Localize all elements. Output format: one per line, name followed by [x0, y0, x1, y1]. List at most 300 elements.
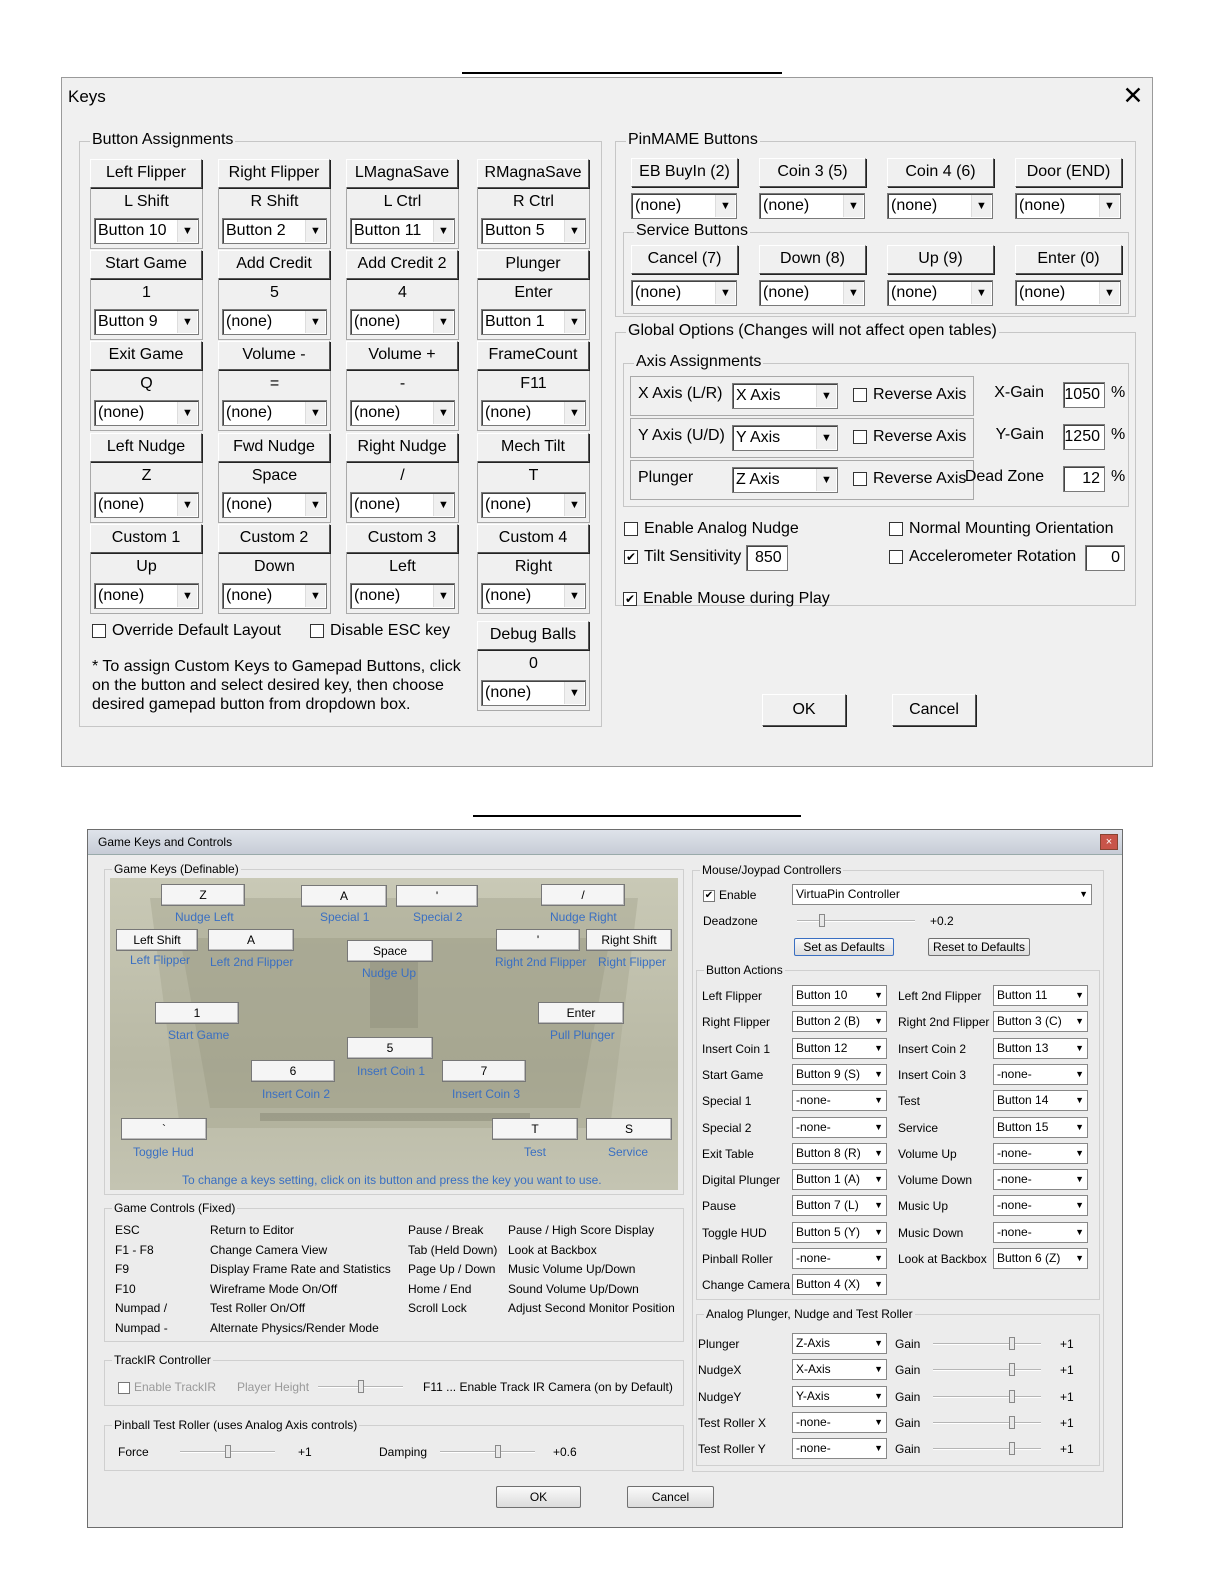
slider-thumb[interactable]: [1009, 1442, 1015, 1455]
player-height-slider[interactable]: [318, 1386, 403, 1388]
gain-label: Gain: [895, 1415, 921, 1430]
gain-label: Dead Zone: [964, 468, 1044, 485]
pinmame-combo[interactable]: [631, 193, 737, 219]
mouse-enable-checkbox[interactable]: [703, 888, 756, 902]
button-action-select[interactable]: [792, 985, 887, 1006]
combo-value: Button 3 (C): [997, 1014, 1062, 1029]
cancel-button[interactable]: Cancel: [892, 694, 976, 726]
reverse-axis-checkbox[interactable]: [853, 428, 966, 446]
checkbox-icon: [853, 388, 867, 402]
gain-slider[interactable]: [933, 1422, 1041, 1424]
axis-combo[interactable]: [732, 425, 838, 451]
key-cell: [346, 251, 459, 340]
gain-field[interactable]: 12: [1063, 466, 1105, 492]
gamepad-button-combo[interactable]: [94, 218, 199, 244]
button-action-select[interactable]: [792, 1143, 887, 1164]
reverse-axis-label: Reverse Axis: [873, 470, 967, 487]
key-assign-button[interactable]: Custom 3: [346, 524, 458, 553]
key-label: Right: [514, 558, 553, 575]
button-action-select[interactable]: [993, 1090, 1088, 1111]
game-key-button[interactable]: Enter: [538, 1002, 624, 1024]
key-cell: [477, 251, 590, 340]
key-assign-button[interactable]: Right Flipper: [218, 159, 330, 188]
chevron-down-icon: ▼: [564, 220, 584, 242]
key-label: Down: [254, 558, 295, 575]
reverse-axis-checkbox[interactable]: [853, 386, 966, 404]
key-cell: [218, 251, 331, 340]
pinmame-combo[interactable]: [759, 280, 865, 306]
player-height-label: Player Height: [237, 1380, 310, 1394]
deadzone-value: +0.2: [930, 914, 954, 928]
axis-label: Y Axis (U/D): [638, 427, 725, 444]
fixed-action: Alternate Physics/Render Mode: [210, 1320, 379, 1335]
key-label: 5: [270, 284, 279, 301]
chevron-down-icon: ▼: [177, 494, 197, 516]
fixed-action: Music Volume Up/Down: [508, 1262, 636, 1276]
pinmame-buttons-group: [615, 131, 1136, 317]
slider-thumb[interactable]: [358, 1380, 364, 1393]
button-action-label: Insert Coin 3: [898, 1067, 967, 1082]
chevron-down-icon: ▼: [816, 427, 836, 449]
close-icon[interactable]: ×: [1100, 834, 1118, 850]
key-cell: [218, 525, 331, 614]
chevron-down-icon: ▼: [564, 402, 584, 424]
gamepad-button-combo[interactable]: [94, 492, 199, 518]
gamepad-button-combo[interactable]: [350, 309, 455, 335]
button-action-label: Look at Backbox: [898, 1252, 987, 1266]
ok-button[interactable]: OK: [762, 694, 846, 726]
combo-value: -none-: [997, 1066, 1032, 1081]
combo-value: Button 6 (Z): [997, 1251, 1061, 1265]
fixed-key: Numpad /: [115, 1301, 168, 1315]
key-cell: [90, 251, 203, 340]
button-action-label: Pinball Roller: [702, 1252, 773, 1266]
combo-value: (none): [354, 404, 401, 421]
pinmame-combo[interactable]: [887, 193, 993, 219]
game-key-action-label: Special 1: [320, 910, 370, 924]
combo-value: -none-: [796, 1119, 831, 1134]
key-assign-button[interactable]: Volume -: [218, 341, 330, 370]
key-assign-button[interactable]: Left Nudge: [90, 433, 202, 462]
slider-thumb[interactable]: [1009, 1390, 1015, 1403]
override-default-layout-checkbox[interactable]: [92, 622, 281, 640]
button-action-label: Test: [898, 1094, 921, 1109]
damping-slider[interactable]: [440, 1451, 535, 1453]
override-default-layout-label: Override Default Layout: [112, 622, 281, 639]
button-action-select[interactable]: [993, 985, 1088, 1006]
key-assign-button[interactable]: Volume +: [346, 341, 458, 370]
button-action-select[interactable]: [993, 1222, 1088, 1243]
combo-value: (none): [485, 587, 532, 604]
debug-balls-button[interactable]: Debug Balls: [477, 621, 589, 650]
chevron-down-icon: ▼: [1079, 889, 1088, 899]
trackir-legend: TrackIR Controller: [114, 1353, 211, 1367]
button-action-select[interactable]: [792, 1169, 887, 1190]
chevron-down-icon: ▼: [971, 282, 991, 304]
analog-label: NudgeY: [698, 1389, 742, 1404]
slider-thumb[interactable]: [1009, 1416, 1015, 1429]
gamepad-button-combo[interactable]: [481, 492, 586, 518]
game-key-button[interactable]: A: [208, 929, 294, 951]
pinmame-combo[interactable]: [1015, 280, 1121, 306]
trackir-f11-note: F11 ... Enable Track IR Camera (on by Default): [423, 1380, 673, 1394]
tilt-sensitivity-label: Tilt Sensitivity: [644, 548, 742, 565]
button-action-select[interactable]: [792, 1011, 887, 1032]
button-action-select[interactable]: [792, 1195, 887, 1216]
gamepad-button-combo[interactable]: [94, 583, 199, 609]
reverse-axis-label: Reverse Axis: [873, 386, 967, 403]
key-assign-button[interactable]: Custom 2: [218, 524, 330, 553]
gain-field[interactable]: 1050: [1063, 382, 1105, 408]
slider-thumb[interactable]: [495, 1445, 501, 1458]
checkbox-icon: [118, 1382, 130, 1394]
game-key-button[interactable]: /: [541, 884, 625, 906]
button-actions-legend: Button Actions: [706, 963, 783, 977]
fixed-key: Page Up / Down: [408, 1262, 496, 1276]
chevron-down-icon: ▼: [433, 494, 453, 516]
gamepad-button-combo[interactable]: [222, 309, 327, 335]
key-label: Left: [389, 558, 416, 575]
key-assign-button[interactable]: LMagnaSave: [346, 159, 458, 188]
key-label: 1: [142, 284, 151, 301]
gamepad-button-combo[interactable]: [350, 218, 455, 244]
key-assign-button[interactable]: Mech Tilt: [477, 433, 589, 462]
combo-value: VirtuaPin Controller: [796, 887, 900, 901]
pinmame-button[interactable]: Coin 3 (5): [759, 158, 866, 187]
button-action-label: Service: [898, 1120, 939, 1135]
axis-combo[interactable]: [732, 467, 838, 493]
game-key-button[interactable]: Right Shift: [586, 929, 672, 951]
combo-value: Button 11: [354, 222, 422, 239]
close-icon[interactable]: ✕: [1122, 82, 1144, 110]
deadzone-slider[interactable]: [797, 920, 915, 922]
checkmark-icon: ✔: [704, 889, 714, 901]
accelerometer-rotation-checkbox[interactable]: [889, 548, 1076, 566]
button-action-label: Insert Coin 2: [898, 1041, 967, 1056]
combo-value: Button 9: [98, 313, 158, 330]
chevron-down-icon: ▼: [1099, 195, 1119, 217]
checkbox-icon: [310, 624, 324, 638]
gamepad-button-combo[interactable]: [481, 309, 586, 335]
set-as-defaults-button[interactable]: Set as Defaults: [794, 938, 894, 956]
pinmame-button[interactable]: EB BuyIn (2): [631, 158, 738, 187]
key-cell: [90, 434, 203, 523]
pinmame-button[interactable]: Up (9): [887, 245, 994, 274]
chevron-down-icon: ▼: [177, 585, 197, 607]
game-key-button[interactable]: A: [301, 885, 387, 907]
chevron-down-icon: ▼: [305, 585, 325, 607]
pinmame-button[interactable]: Coin 4 (6): [887, 158, 994, 187]
gain-slider[interactable]: [933, 1396, 1041, 1398]
button-action-label: Exit Table: [702, 1146, 754, 1161]
combo-value: -none-: [997, 1172, 1032, 1187]
button-action-select[interactable]: [792, 1222, 887, 1243]
accelerometer-rotation-label: Accelerometer Rotation: [909, 548, 1077, 565]
debug-balls-combo[interactable]: [481, 680, 586, 706]
combo-value: Button 14: [997, 1093, 1049, 1108]
pinmame-button[interactable]: Door (END): [1015, 158, 1122, 187]
button-action-select[interactable]: [993, 1143, 1088, 1164]
checkbox-icon: [889, 522, 903, 536]
fixed-key: Numpad -: [115, 1320, 168, 1335]
key-label: /: [400, 467, 405, 484]
chevron-down-icon: ▼: [874, 1443, 883, 1454]
key-assign-button[interactable]: Right Nudge: [346, 433, 458, 462]
fixed-key: ESC: [115, 1223, 140, 1237]
key-cell: [90, 342, 203, 431]
key-assign-button[interactable]: Exit Game: [90, 341, 202, 370]
chevron-down-icon: ▼: [305, 402, 325, 424]
chevron-down-icon: ▼: [433, 585, 453, 607]
button-action-select[interactable]: [792, 1090, 887, 1111]
game-key-button[interactable]: 5: [347, 1037, 433, 1059]
game-key-button[interactable]: 1: [155, 1002, 239, 1024]
key-assign-button[interactable]: Plunger: [477, 250, 589, 279]
enable-analog-nudge-checkbox[interactable]: [624, 520, 799, 538]
gamepad-button-combo[interactable]: [350, 492, 455, 518]
fixed-key: F10: [115, 1281, 136, 1296]
analog-axis-select[interactable]: [792, 1359, 887, 1380]
gamepad-button-combo[interactable]: [94, 400, 199, 426]
game-key-action-label: Insert Coin 2: [262, 1087, 331, 1101]
pinmame-combo[interactable]: [887, 280, 993, 306]
button-action-label: Toggle HUD: [702, 1225, 767, 1240]
combo-value: (none): [485, 404, 532, 421]
global-options-group: [615, 322, 1136, 606]
chevron-down-icon: ▼: [1075, 1068, 1084, 1079]
key-label: 4: [398, 284, 407, 301]
game-key-action-label: Special 2: [413, 910, 463, 924]
game-controls-fixed-legend: Game Controls (Fixed): [114, 1201, 236, 1215]
percent-unit: %: [1111, 426, 1126, 443]
force-slider[interactable]: [180, 1451, 275, 1453]
normal-mounting-label: Normal Mounting Orientation: [909, 520, 1114, 537]
button-action-select[interactable]: [792, 1064, 887, 1085]
gamepad-button-combo[interactable]: [481, 218, 586, 244]
gain-label: Gain: [895, 1363, 921, 1378]
chevron-down-icon: ▼: [433, 402, 453, 424]
button-action-select[interactable]: [792, 1248, 887, 1269]
game-key-button[interactable]: 7: [442, 1060, 526, 1082]
game-key-button[interactable]: S: [586, 1118, 672, 1140]
gain-slider[interactable]: [933, 1448, 1041, 1450]
key-label: Q: [140, 375, 153, 392]
key-assign-button[interactable]: Fwd Nudge: [218, 433, 330, 462]
enable-trackir-checkbox[interactable]: [118, 1380, 216, 1394]
checkbox-icon: [853, 472, 867, 486]
chevron-down-icon: ▼: [874, 1390, 883, 1401]
analog-axis-select[interactable]: [792, 1412, 887, 1433]
chevron-down-icon: ▼: [1075, 1253, 1084, 1263]
game-keys-ok-button[interactable]: OK: [496, 1486, 581, 1508]
analog-axis-select[interactable]: [792, 1333, 887, 1354]
mouse-joypad-legend: Mouse/Joypad Controllers: [702, 863, 842, 877]
note-line-1: * To assign Custom Keys to Gamepad Buttons, click: [92, 658, 461, 675]
key-assign-button[interactable]: Add Credit 2: [346, 250, 458, 279]
button-action-label: Right 2nd Flipper: [898, 1015, 990, 1030]
pinmame-button[interactable]: Down (8): [759, 245, 866, 274]
key-assign-button[interactable]: Add Credit: [218, 250, 330, 279]
pinmame-combo[interactable]: [631, 280, 737, 306]
gamepad-button-combo[interactable]: [222, 492, 327, 518]
chevron-down-icon: ▼: [1075, 1016, 1084, 1027]
button-action-label: Change Camera: [702, 1278, 791, 1293]
chevron-down-icon: ▼: [874, 1016, 883, 1027]
gamepad-button-combo[interactable]: [350, 583, 455, 609]
gamepad-button-combo[interactable]: [481, 400, 586, 426]
fixed-action: Sound Volume Up/Down: [508, 1281, 639, 1296]
gamepad-button-combo[interactable]: [222, 218, 327, 244]
gamepad-button-combo[interactable]: [222, 583, 327, 609]
button-action-label: Volume Up: [898, 1146, 957, 1161]
slider-thumb[interactable]: [225, 1445, 231, 1458]
combo-value: (none): [1019, 284, 1066, 301]
pinmame-button[interactable]: Enter (0): [1015, 245, 1122, 274]
key-assign-button[interactable]: FrameCount: [477, 341, 589, 370]
gain-label: Gain: [895, 1389, 921, 1404]
controller-select[interactable]: [792, 884, 1092, 905]
button-action-select[interactable]: [993, 1064, 1088, 1085]
analog-axis-select[interactable]: [792, 1438, 887, 1459]
analog-legend: Analog Plunger, Nudge and Test Roller: [706, 1307, 913, 1321]
chevron-down-icon: ▼: [874, 1095, 883, 1106]
combo-value: Button 5: [485, 222, 545, 239]
fixed-action: Test Roller On/Off: [210, 1301, 306, 1315]
checkbox-icon: [624, 522, 638, 536]
title-bar: [88, 830, 1122, 855]
fixed-action: Wireframe Mode On/Off: [210, 1281, 338, 1296]
axis-row: [630, 418, 974, 458]
chevron-down-icon: ▼: [177, 220, 197, 242]
gamepad-button-combo[interactable]: [94, 309, 199, 335]
combo-value: (none): [98, 404, 145, 421]
key-assign-button[interactable]: Start Game: [90, 250, 202, 279]
chevron-down-icon: ▼: [1075, 1174, 1084, 1185]
combo-value: Button 5 (Y): [796, 1224, 861, 1239]
combo-value: (none): [891, 197, 938, 214]
chevron-down-icon: ▼: [715, 195, 735, 217]
game-keys-definable-legend: Game Keys (Definable): [114, 862, 239, 876]
fixed-key: F9: [115, 1262, 130, 1276]
game-key-action-label: Nudge Up: [362, 966, 417, 980]
fixed-action: Pause / High Score Display: [508, 1223, 655, 1237]
game-key-button[interactable]: Space: [347, 940, 433, 962]
button-action-select[interactable]: [792, 1117, 887, 1138]
key-label: R Ctrl: [513, 193, 554, 210]
reset-to-defaults-button[interactable]: Reset to Defaults: [928, 938, 1030, 956]
game-keys-cancel-button[interactable]: Cancel: [627, 1486, 714, 1508]
checkbox-icon: [853, 430, 867, 444]
game-key-button[interactable]: T: [492, 1118, 578, 1140]
disable-esc-key-checkbox[interactable]: [310, 622, 450, 640]
key-cell: [90, 525, 203, 614]
key-assign-button[interactable]: Left Flipper: [90, 159, 202, 188]
chevron-down-icon: ▼: [1099, 282, 1119, 304]
game-key-button[interactable]: 6: [251, 1060, 335, 1082]
gain-field[interactable]: 1250: [1063, 424, 1105, 450]
key-cell: [346, 434, 459, 523]
game-key-button[interactable]: Left Shift: [116, 929, 198, 951]
button-action-label: Right Flipper: [702, 1015, 771, 1030]
global-options-legend: Global Options (Changes will not affect open tables): [628, 322, 997, 339]
button-action-select[interactable]: [792, 1038, 887, 1059]
fixed-key: F1 - F8: [115, 1242, 154, 1257]
accelerometer-rotation-field[interactable]: 0: [1085, 545, 1125, 571]
game-key-button[interactable]: `: [121, 1118, 207, 1140]
gamepad-button-combo[interactable]: [350, 400, 455, 426]
chevron-down-icon: ▼: [874, 1068, 883, 1079]
combo-value: Button 8 (R): [796, 1145, 861, 1160]
slider-thumb[interactable]: [1009, 1363, 1015, 1376]
button-action-label: Music Down: [898, 1225, 964, 1240]
tilt-sensitivity-field[interactable]: 850: [746, 545, 788, 571]
game-key-action-label: Insert Coin 1: [357, 1064, 426, 1078]
key-assign-button[interactable]: Custom 1: [90, 524, 202, 553]
game-key-button[interactable]: ': [396, 885, 478, 907]
button-action-select[interactable]: [993, 1011, 1088, 1032]
game-keys-dialog-title: Game Keys and Controls: [98, 835, 233, 849]
combo-value: Button 13: [997, 1040, 1049, 1055]
game-key-button[interactable]: Z: [161, 884, 245, 906]
pinmame-button[interactable]: Cancel (7): [631, 245, 738, 274]
combo-value: -none-: [796, 1093, 831, 1108]
checkmark-icon: ✔: [624, 591, 636, 606]
key-cell: [218, 160, 331, 249]
pinmame-combo[interactable]: [759, 193, 865, 219]
combo-value: Button 1: [485, 313, 545, 330]
tilt-sensitivity-checkbox[interactable]: [624, 548, 741, 566]
reverse-axis-checkbox[interactable]: [853, 470, 966, 488]
gamepad-button-combo[interactable]: [222, 400, 327, 426]
axis-combo[interactable]: [732, 383, 838, 409]
combo-value: -none-: [997, 1145, 1032, 1160]
button-assignments-legend: Button Assignments: [92, 131, 234, 148]
button-action-select[interactable]: [792, 1274, 887, 1295]
gain-slider[interactable]: [933, 1343, 1041, 1345]
button-action-select[interactable]: [993, 1038, 1088, 1059]
checkbox-icon: [889, 550, 903, 564]
game-key-action-label: Pull Plunger: [550, 1028, 615, 1042]
percent-unit: %: [1111, 384, 1126, 401]
analog-axis-select[interactable]: [792, 1386, 887, 1407]
checkbox-icon: [92, 624, 106, 638]
axis-row: [630, 460, 974, 500]
slider-thumb[interactable]: [1009, 1337, 1015, 1350]
key-assign-button[interactable]: RMagnaSave: [477, 159, 589, 188]
percent-unit: %: [1111, 468, 1126, 485]
disable-esc-key-label: Disable ESC key: [330, 622, 451, 639]
combo-value: Button 12: [796, 1040, 848, 1055]
enable-mouse-checkbox[interactable]: [623, 590, 830, 608]
gain-value: +1: [1060, 1415, 1074, 1430]
game-key-button[interactable]: ': [496, 929, 580, 951]
combo-value: X Axis: [736, 387, 781, 404]
pinmame-combo[interactable]: [1015, 193, 1121, 219]
key-label: T: [528, 467, 539, 484]
gain-slider[interactable]: [933, 1369, 1041, 1371]
button-action-select[interactable]: [993, 1248, 1088, 1269]
key-assign-button[interactable]: Custom 4: [477, 524, 589, 553]
key-cell: [346, 525, 459, 614]
game-key-action-label: Start Game: [168, 1028, 230, 1042]
button-action-select[interactable]: [993, 1169, 1088, 1190]
button-action-select[interactable]: [993, 1117, 1088, 1138]
fixed-action: Adjust Second Monitor Position: [508, 1301, 675, 1315]
slider-thumb[interactable]: [819, 914, 825, 927]
gamepad-button-combo[interactable]: [481, 583, 586, 609]
button-action-select[interactable]: [993, 1195, 1088, 1216]
normal-mounting-checkbox[interactable]: [889, 520, 1114, 538]
